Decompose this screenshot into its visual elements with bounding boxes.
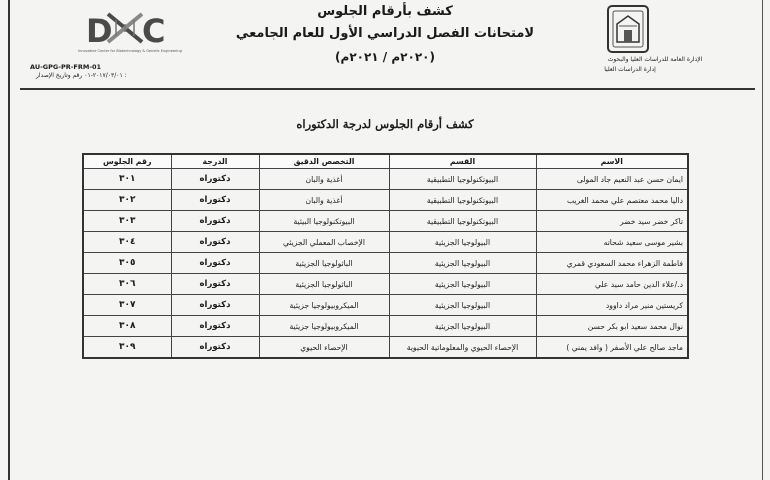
table-row	[83, 316, 688, 337]
specialization-cell: أغذية والبان	[259, 190, 389, 211]
university-seal	[605, 4, 651, 54]
student-name: تاكر خضر سيد خضر	[536, 211, 688, 232]
seat-number-cell: ٣٠٩	[83, 337, 171, 359]
department-cell: البيولوجيا الجزيئية	[389, 253, 536, 274]
page-subtitle: لامتحانات الفصل الدراسي الأول للعام الجامعي	[235, 26, 535, 41]
dna-logo-icon	[78, 8, 170, 48]
department-cell: الإحصاء الحيوي والمعلوماتية الحيوية	[389, 337, 536, 359]
table-row	[83, 232, 688, 253]
seat-number-cell: ٣٠٨	[83, 316, 171, 337]
column-header-department: القسم	[389, 154, 536, 169]
department-cell: البيوتكنولوجيا التطبيقية	[389, 211, 536, 232]
student-name: فاطمة الزهراء محمد السعودي قمري	[536, 253, 688, 274]
student-name: د./علاء الدين حامد سيد علي	[536, 274, 688, 295]
degree-cell: دكتوراه	[171, 211, 259, 232]
student-name: ماجد صالح علي الأصفر ( وافد يمني )	[536, 337, 688, 359]
degree-cell: دكتوراه	[171, 316, 259, 337]
academic-year: (٢٠٢٠م / ٢٠٢١م)	[335, 50, 435, 64]
department-cell: البيوتكنولوجيا التطبيقية	[389, 190, 536, 211]
specialization-cell: الإحصاء الحيوي	[259, 337, 389, 359]
table-row	[83, 211, 688, 232]
section-heading: كشف أرقام الجلوس لدرجة الدكتوراه	[296, 117, 474, 131]
university-seal-icon	[605, 4, 651, 54]
table-row	[83, 274, 688, 295]
seat-number-cell: ٣٠٥	[83, 253, 171, 274]
issue-value: ٢٠١٧/٠٣/٠١-٠١	[84, 72, 123, 79]
degree-cell: دكتوراه	[171, 190, 259, 211]
department-cell: البيولوجيا الجزيئية	[389, 274, 536, 295]
student-name: ايمان حسن عبد النعيم جاد المولى	[536, 169, 688, 190]
degree-cell: دكتوراه	[171, 232, 259, 253]
specialization-cell: الميكروبيولوجيا جزيئية	[259, 295, 389, 316]
degree-cell: دكتوراه	[171, 253, 259, 274]
table-row	[83, 295, 688, 316]
table-row	[83, 190, 688, 211]
student-name: كريستين منير مراد داوود	[536, 295, 688, 316]
department-name: الإدارة العامة للدراسات العليا والبحوث	[607, 56, 703, 63]
center-logo	[78, 8, 182, 56]
seat-number-cell: ٣٠١	[83, 169, 171, 190]
specialization-cell: الإخصاب المعملي الجزيئي	[259, 232, 389, 253]
column-header-degree: الدرجة	[171, 154, 259, 169]
seat-number-cell: ٣٠٦	[83, 274, 171, 295]
table-row	[83, 253, 688, 274]
degree-cell: دكتوراه	[171, 274, 259, 295]
department-cell: البيولوجيا الجزيئية	[389, 295, 536, 316]
logo-caption: Innovative Center for Biotechnology & Genetic Engineering	[78, 49, 182, 53]
page-border-left	[8, 0, 10, 480]
issue-label: رقم وتاريخ الإصدار :	[36, 72, 127, 79]
seat-number-cell: ٣٠٤	[83, 232, 171, 253]
svg-text:D: D	[86, 12, 113, 50]
department-cell: البيولوجيا الجزيئية	[389, 316, 536, 337]
degree-cell: دكتوراه	[171, 169, 259, 190]
column-header-specialization: التخصص الدقيق	[259, 154, 389, 169]
table-header-row	[83, 154, 688, 169]
degree-cell: دكتوراه	[171, 337, 259, 359]
department-cell: البيولوجيا الجزيئية	[389, 232, 536, 253]
seat-number-cell: ٣٠٧	[83, 295, 171, 316]
issue-info	[30, 72, 127, 79]
specialization-cell: الميكروبيولوجيا جزيئية	[259, 316, 389, 337]
student-name: داليا محمد معتصم علي محمد الغريب	[536, 190, 688, 211]
specialization-cell: الباثولوجيا الجزيئية	[259, 253, 389, 274]
seat-number-cell: ٣٠٢	[83, 190, 171, 211]
sub-department-name: إدارة الدراسات العليا	[604, 66, 656, 73]
student-name: بشير موسى سعيد شحاته	[536, 232, 688, 253]
seat-number-cell: ٣٠٣	[83, 211, 171, 232]
header-divider	[20, 88, 755, 90]
column-header-name: الاسم	[536, 154, 688, 169]
student-name: نوال محمد سعيد ابو بكر حسن	[536, 316, 688, 337]
table-row	[83, 337, 688, 359]
table-row	[83, 169, 688, 190]
page-border-right	[762, 0, 763, 480]
specialization-cell: الباثولوجيا الجزيئية	[259, 274, 389, 295]
specialization-cell: أغذية والبان	[259, 169, 389, 190]
department-cell: البيوتكنولوجيا التطبيقية	[389, 169, 536, 190]
form-code: AU-GPG-PR-FRM-01	[30, 63, 102, 71]
specialization-cell: البيوتكنولوجيا البيئية	[259, 211, 389, 232]
column-header-seat-number: رقم الجلوس	[83, 154, 171, 169]
degree-cell: دكتوراه	[171, 295, 259, 316]
svg-text:C: C	[142, 12, 166, 50]
page-title: كشف بأرقام الجلوس	[317, 4, 453, 19]
seating-table	[82, 153, 689, 359]
